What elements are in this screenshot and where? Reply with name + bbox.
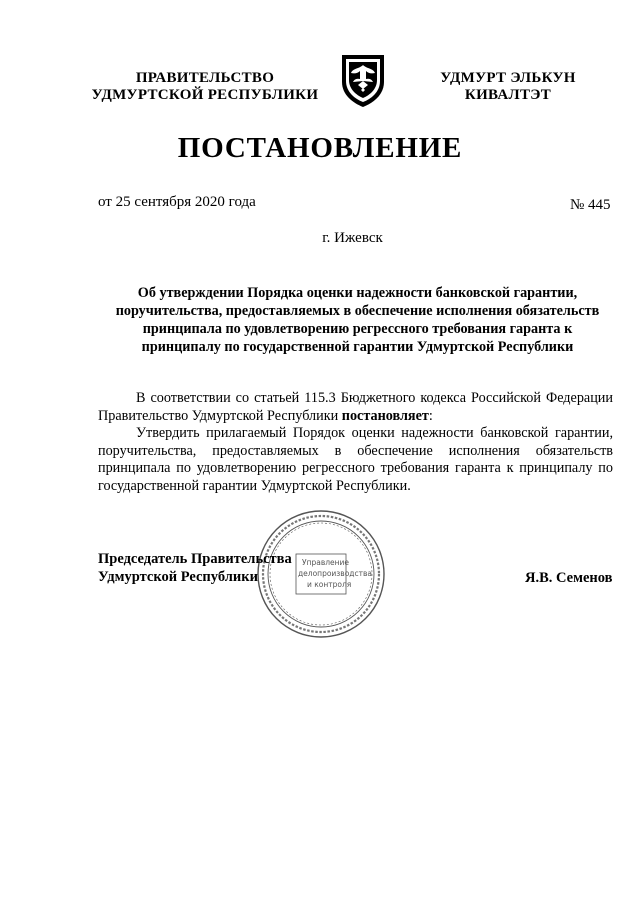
document-title: ПОСТАНОВЛЕНИЕ [177,132,463,164]
government-name-line1: ПРАВИТЕЛЬСТВО [135,70,275,86]
signatory-title-line1: Председатель Правительства [98,551,292,567]
document-body [98,390,613,495]
body-paragraph-2: Утвердить прилагаемый Порядок оценки надежности банковской гарантии, поручительства, предоставляемых в обеспечение исполнения обязательств принципала по удовлетворению регрессного требования гаранта к принципалу по государственной гарантии Удмуртской Республики. [98,425,613,494]
paragraph-end: : [428,407,433,424]
document-number: № 445 [570,197,611,213]
signatory-name: Я.В. Семенов [525,570,613,586]
document-city: г. Ижевск [322,230,383,246]
subject-line: Об утверждении Порядка оценки надежности банковской гарантии, [137,285,578,301]
document-subject [95,284,620,356]
paragraph-text: В соответствии со статьей 115.3 Бюджетного кодекса Российской Федерации Правительство Удмуртской Республики [98,390,613,424]
document-date: от 25 сентября 2020 года [98,194,256,210]
udmurt-coat-of-arms-icon [338,52,388,108]
government-name-udmurt-line1: УДМУРТ ЭЛЬКУН [440,70,576,86]
paragraph-keyword: постановляет [341,407,429,424]
subject-line: принципалу по государственной гарантии Удмуртской Республики [141,339,574,355]
stamp-inner-line2: делопроизводства [298,569,373,578]
stamp-inner-line1: Управление [302,558,350,567]
government-name-line2: УДМУРТСКОЙ РЕСПУБЛИКИ [91,87,319,103]
government-name-udmurt-line2: КИВАЛТЭТ [464,87,552,103]
subject-line: поручительства, предоставляемых в обеспечение исполнения обязательств [115,303,600,319]
stamp-inner-line3: и контроля [307,580,352,589]
government-name-russian [70,70,340,104]
signatory-title [98,550,292,586]
government-name-udmurt [408,70,608,104]
subject-line: принципала по удовлетворению регрессного требования гаранта к [142,321,573,337]
body-paragraph-1 [98,390,613,425]
signatory-title-line2: Удмуртской Республики [98,569,258,585]
